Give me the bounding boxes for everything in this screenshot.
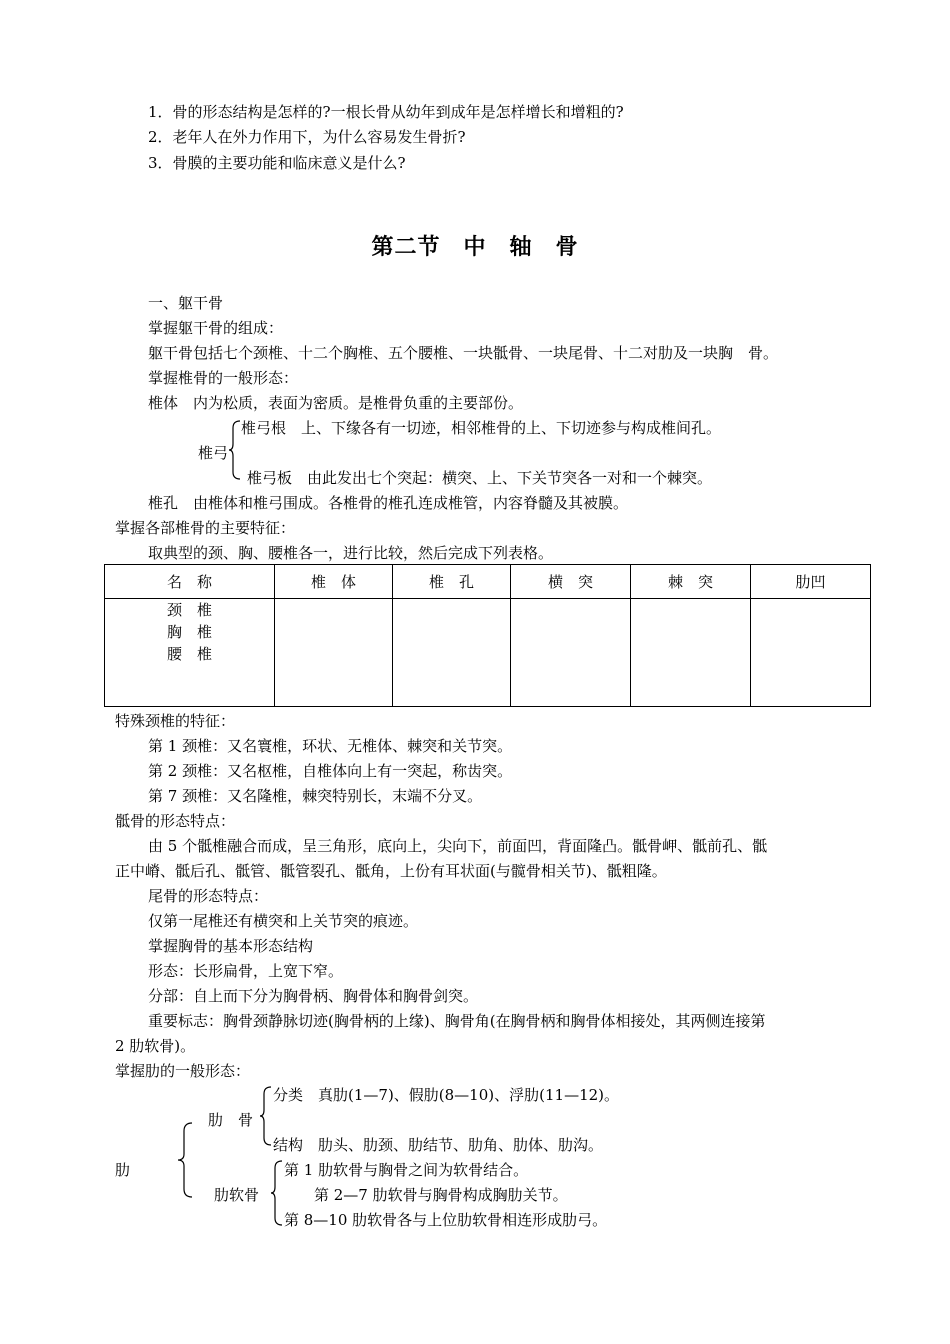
table-cell <box>631 599 751 707</box>
table-header-row <box>105 565 871 599</box>
row-label-lumbar: 腰 椎 <box>166 645 212 663</box>
vertebra-comparison-table <box>104 564 871 707</box>
rib-cartilage-brace <box>270 1160 284 1226</box>
table-cell <box>751 599 871 707</box>
row-label-cervical: 颈 椎 <box>166 601 212 619</box>
table-cell <box>511 599 631 707</box>
rib-cartilage-3: 第 8—10 肋软骨各与上位肋软骨相连形成肋弓。 <box>284 1211 608 1229</box>
table-cell <box>275 599 393 707</box>
rib-cartilage-label: 肋软骨 <box>214 1186 260 1204</box>
section-title: 第二节 中 轴 骨 <box>371 234 579 260</box>
table-intro: 取典型的颈、胸、腰椎各一，进行比较，然后完成下列表格。 <box>148 544 554 562</box>
table-cell <box>393 599 511 707</box>
header-name: 名 称 <box>105 565 275 599</box>
composition-heading: 掌握躯干骨的组成： <box>148 319 284 337</box>
header-spinous-process: 棘 突 <box>631 565 751 599</box>
question-3: 3．骨膜的主要功能和临床意义是什么? <box>148 154 406 172</box>
sacrum-heading: 骶骨的形态特点： <box>115 812 236 830</box>
arch-root-line: 椎弓根 上、下缘各有一切迹，相邻椎骨的上、下切迹参与构成椎间孔。 <box>241 419 722 437</box>
sternum-shape: 形态：长形扁骨，上宽下窄。 <box>148 962 344 980</box>
rib-structure: 结构 肋头、肋颈、肋结节、肋角、肋体、肋沟。 <box>273 1136 604 1154</box>
vertebral-body-line: 椎体 内为松质，表面为密质。是椎骨负重的主要部份。 <box>148 394 524 412</box>
sacrum-line-2: 正中嵴、骶后孔、骶管、骶管裂孔、骶角，上份有耳状面(与髋骨相关节)、骶粗隆。 <box>115 862 667 880</box>
sacrum-line-1: 由 5 个骶椎融合而成，呈三角形，底向上，尖向下，前面凹，背面隆凸。骶骨岬、骶前孔、骶 <box>148 837 768 855</box>
special-cervical-heading: 特殊颈椎的特征： <box>115 712 236 730</box>
vertebral-foramen-line: 椎孔 由椎体和椎弓围成。各椎骨的椎孔连成椎管，内容脊髓及其被膜。 <box>148 494 629 512</box>
features-heading: 掌握各部椎骨的主要特征： <box>115 519 296 537</box>
sternum-parts: 分部：自上而下分为胸骨柄、胸骨体和胸骨剑突。 <box>148 987 479 1005</box>
table-row <box>105 599 871 707</box>
rib-classification: 分类 真肋(1—7)、假肋(8—10)、浮肋(11—12)。 <box>273 1086 620 1104</box>
rib-label: 肋 <box>115 1161 131 1179</box>
rib-heading: 掌握肋的一般形态： <box>115 1062 251 1080</box>
sternum-heading: 掌握胸骨的基本形态结构 <box>148 937 314 955</box>
cervical-item-2: 第 2 颈椎：又名枢椎，自椎体向上有一突起，称齿突。 <box>148 762 513 780</box>
rib-bone-brace <box>259 1086 273 1146</box>
coccyx-text: 仅第一尾椎还有横突和上关节突的痕迹。 <box>148 912 419 930</box>
header-costal-fovea: 肋凹 <box>751 565 871 599</box>
header-vertebral-body: 椎 体 <box>275 565 393 599</box>
cervical-item-1: 第 1 颈椎：又名寰椎，环状、无椎体、棘突和关节突。 <box>148 737 513 755</box>
sternum-landmarks-2: 2 肋软骨)。 <box>115 1037 196 1055</box>
question-2: 2．老年人在外力作用下，为什么容易发生骨折? <box>148 128 466 146</box>
rib-bone-label: 肋 骨 <box>208 1111 254 1129</box>
coccyx-heading: 尾骨的形态特点： <box>148 887 269 905</box>
rib-cartilage-2: 第 2—7 肋软骨与胸骨构成胸肋关节。 <box>314 1186 568 1204</box>
rib-brace <box>177 1122 193 1198</box>
header-vertebral-foramen: 椎 孔 <box>393 565 511 599</box>
cervical-item-7: 第 7 颈椎：又名隆椎，棘突特别长，末端不分叉。 <box>148 787 483 805</box>
composition-text: 躯干骨包括七个颈椎、十二个胸椎、五个腰椎、一块骶骨、一块尾骨、十二对肋及一块胸 骨。 <box>148 344 779 362</box>
row-labels-cell <box>105 599 275 707</box>
question-1: 1．骨的形态结构是怎样的?一根长骨从幼年到成年是怎样增长和增粗的? <box>148 103 624 121</box>
arch-label: 椎弓 <box>198 444 229 462</box>
trunk-heading: 一、躯干骨 <box>148 294 224 312</box>
sternum-landmarks-1: 重要标志：胸骨颈静脉切迹(胸骨柄的上缘)、胸骨角(在胸骨柄和胸骨体相接处，其两侧连接第 <box>148 1012 766 1030</box>
arch-plate-line: 椎弓板 由此发出七个突起：横突、上、下关节突各一对和一个棘突。 <box>247 469 713 487</box>
arch-brace <box>228 420 242 480</box>
header-transverse-process: 横 突 <box>511 565 631 599</box>
vertebra-form-heading: 掌握椎骨的一般形态： <box>148 369 299 387</box>
row-label-thoracic: 胸 椎 <box>166 623 212 641</box>
rib-cartilage-1: 第 1 肋软骨与胸骨之间为软骨结合。 <box>284 1161 529 1179</box>
